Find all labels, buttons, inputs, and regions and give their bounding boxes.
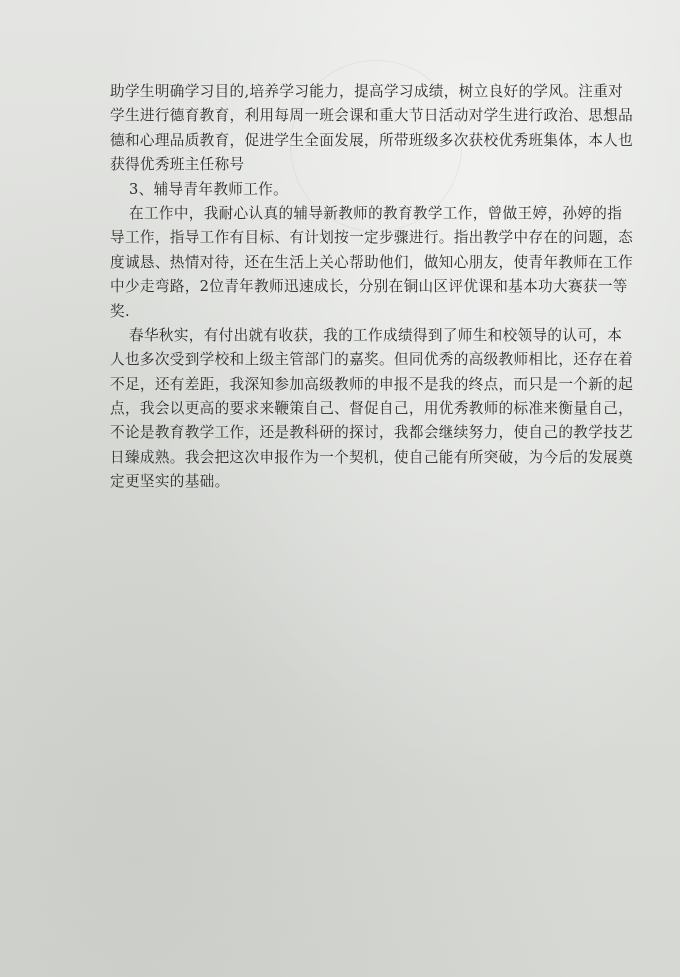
text-line: 不足，还有差距，我深知参加高级教师的申报不是我的终点，而只是一个新的起: [110, 375, 634, 393]
text-line: 点，我会以更高的要求来鞭策自己、督促自己，用优秀教师的标准来衡量自己，: [110, 400, 634, 418]
section-heading: 3、辅导青年教师工作。: [129, 180, 289, 198]
text-line: 奖.: [110, 302, 130, 320]
text-line: 导工作，指导工作有目标、有计划按一定步骤进行。指出教学中存在的问题，态: [110, 229, 634, 247]
text-line: 定更坚实的基础。: [110, 473, 230, 491]
text-line: 度诚恳、热情对待，还在生活上关心帮助他们，做知心朋友，使青年教师在工作: [110, 253, 634, 271]
text-line: 日臻成熟。我会把这次申报作为一个契机，使自己能有所突破，为今后的发展奠: [110, 448, 634, 466]
text-line: 在工作中，我耐心认真的辅导新教师的教育教学工作，曾做王婷，孙婷的指: [129, 204, 623, 222]
document-body: [110, 80, 634, 495]
text-line: 中少走弯路，2位青年教师迅速成长，分别在铜山区评优课和基本功大赛获一等: [110, 278, 628, 296]
text-line: 人也多次受到学校和上级主管部门的嘉奖。但同优秀的高级教师相比，还存在着: [110, 351, 634, 369]
text-line: 获得优秀班主任称号: [110, 156, 245, 174]
text-line: 学生进行德育教育，利用每周一班会课和重大节日活动对学生进行政治、思想品: [110, 107, 634, 125]
text-line: 助学生明确学习目的,培养学习能力，提高学习成绩，树立良好的学风。注重对: [110, 83, 624, 100]
text-line: 春华秋实，有付出就有收获，我的工作成绩得到了师生和校领导的认可，本: [129, 326, 623, 344]
text-line: 不论是教育教学工作，还是教科研的探讨，我都会继续努力，使自己的教学技艺: [110, 424, 634, 442]
text-line: 德和心理品质教育，促进学生全面发展，所带班级多次获校优秀班集体，本人也: [110, 131, 634, 149]
